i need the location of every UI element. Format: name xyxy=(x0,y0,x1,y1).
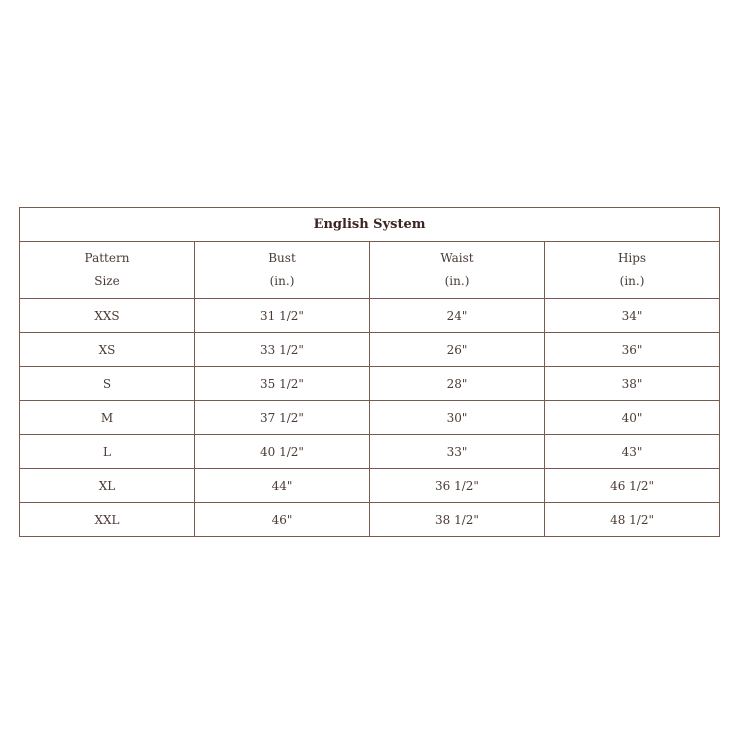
title-row xyxy=(20,208,720,242)
bust-cell: 46" xyxy=(195,503,370,537)
bust-cell: 33 1/2" xyxy=(195,333,370,367)
waist-cell: 24" xyxy=(370,299,545,333)
hips-cell: 48 1/2" xyxy=(545,503,720,537)
hips-cell: 38" xyxy=(545,367,720,401)
header-bust xyxy=(195,242,370,299)
waist-cell: 36 1/2" xyxy=(370,469,545,503)
hips-cell: 36" xyxy=(545,333,720,367)
table-row xyxy=(20,367,720,401)
waist-cell: 28" xyxy=(370,367,545,401)
bust-cell: 40 1/2" xyxy=(195,435,370,469)
hips-cell: 40" xyxy=(545,401,720,435)
table-row xyxy=(20,401,720,435)
waist-cell: 38 1/2" xyxy=(370,503,545,537)
waist-cell: 26" xyxy=(370,333,545,367)
header-row xyxy=(20,242,720,299)
table-title: English System xyxy=(20,208,720,242)
hips-cell: 46 1/2" xyxy=(545,469,720,503)
size-cell: XL xyxy=(20,469,195,503)
bust-cell: 31 1/2" xyxy=(195,299,370,333)
header-hips-line1: Hips xyxy=(617,251,647,265)
bust-cell: 44" xyxy=(195,469,370,503)
size-chart-table xyxy=(19,207,720,537)
table-row xyxy=(20,299,720,333)
header-bust-line2: (in.) xyxy=(269,274,295,288)
header-pattern-size-line1: Pattern xyxy=(84,251,130,265)
header-waist xyxy=(370,242,545,299)
size-cell: S xyxy=(20,367,195,401)
header-waist-line2: (in.) xyxy=(444,274,470,288)
size-cell: XXS xyxy=(20,299,195,333)
header-hips xyxy=(545,242,720,299)
header-hips-line2: (in.) xyxy=(619,274,645,288)
table-row xyxy=(20,503,720,537)
hips-cell: 34" xyxy=(545,299,720,333)
waist-cell: 33" xyxy=(370,435,545,469)
bust-cell: 35 1/2" xyxy=(195,367,370,401)
header-waist-line1: Waist xyxy=(440,251,474,265)
header-bust-line1: Bust xyxy=(268,251,296,265)
header-pattern-size xyxy=(20,242,195,299)
size-cell: XXL xyxy=(20,503,195,537)
header-pattern-size-line2: Size xyxy=(94,274,120,288)
size-cell: L xyxy=(20,435,195,469)
size-cell: XS xyxy=(20,333,195,367)
hips-cell: 43" xyxy=(545,435,720,469)
waist-cell: 30" xyxy=(370,401,545,435)
table-row xyxy=(20,469,720,503)
table-row xyxy=(20,333,720,367)
table-row xyxy=(20,435,720,469)
bust-cell: 37 1/2" xyxy=(195,401,370,435)
size-cell: M xyxy=(20,401,195,435)
